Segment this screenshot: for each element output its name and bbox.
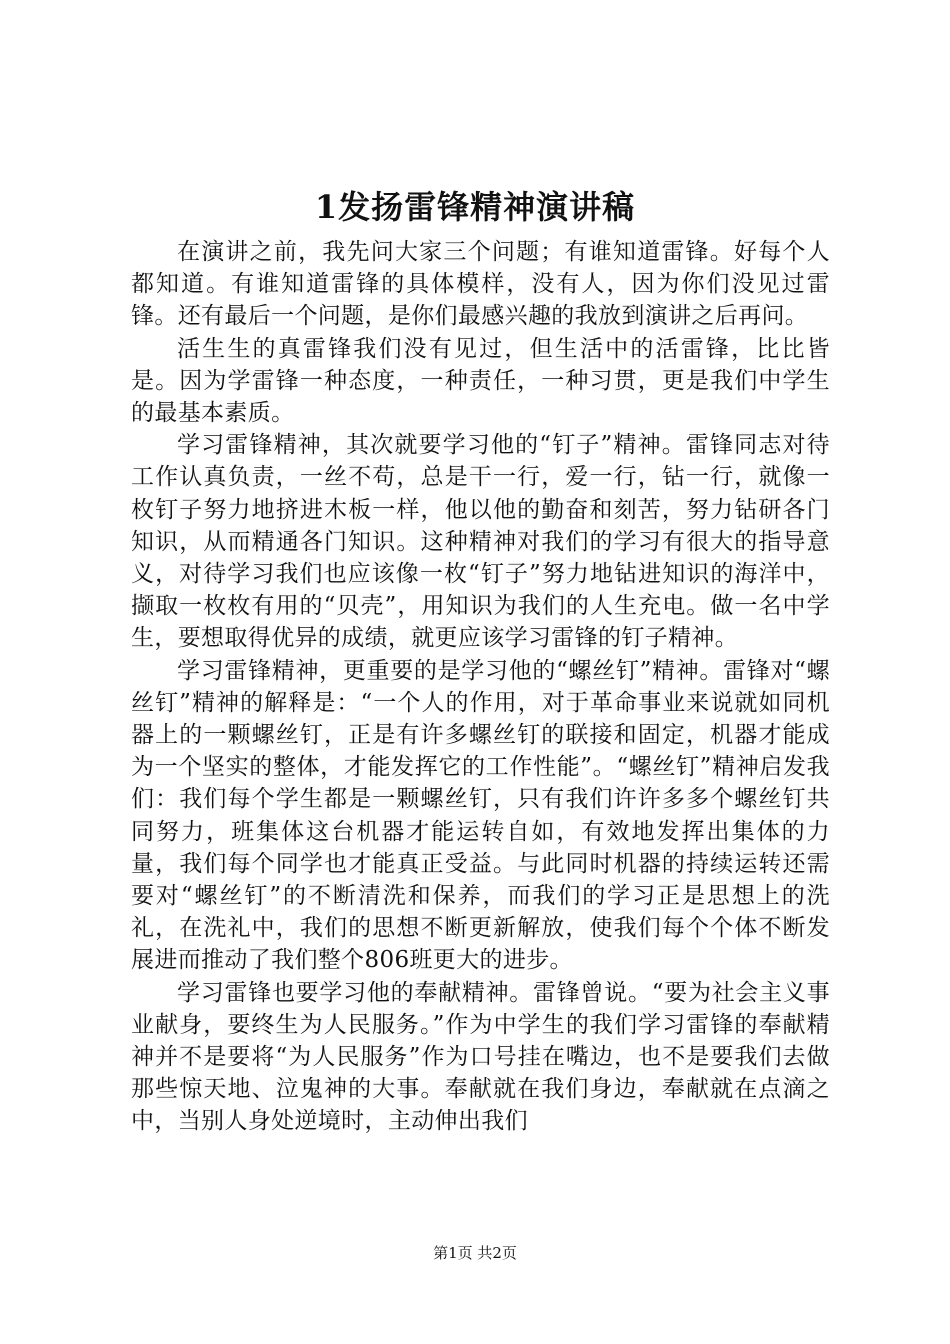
paragraph: 学习雷锋精神，其次就要学习他的“钉子”精神。雷锋同志对待工作认真负责，一丝不苟，总是干一行，爱一行，钻一行，就像一枚钉子努力地挤进木板一样，他以他的勤奋和刻苦，努力钻研各门知识，从而精通各门知识。这种精神对我们的学习有很大的指导意义，对待学习我们也应该像一枚“钉子”努力地钻进知识的海洋中，撷取一枚枚有用的“贝壳”，用知识为我们的人生充电。做一名中学生，要想取得优异的成绩，就更应该学习雷锋的钉子精神。 [131,432,830,652]
paragraph: 学习雷锋精神，更重要的是学习他的“螺丝钉”精神。雷锋对“螺丝钉”精神的解释是：“一个人的作用，对于革命事业来说就如同机器上的一颗螺丝钉，正是有许多螺丝钉的联接和固定，机器才能成为一个坚实的整体，才能发挥它的工作性能”。“螺丝钉”精神启发我们：我们每个学生都是一颗螺丝钉，只有我们许许多多个螺丝钉共同努力，班集体这台机器才能运转自如，有效地发挥出集体的力量，我们每个同学也才能真正受益。与此同时机器的持续运转还需要对“螺丝钉”的不断清洗和保养，而我们的学习正是思想上的洗礼，在洗礼中，我们的思想不断更新解放，使我们每个个体不断发展进而推动了我们整个806班更大的进步。 [131,657,830,974]
document-body [131,236,830,1138]
paragraph: 学习雷锋也要学习他的奉献精神。雷锋曾说。“要为社会主义事业献身，要终生为人民服务。”作为中学生的我们学习雷锋的奉献精神并不是要将“为人民服务”作为口号挂在嘴边，也不是要我们去做那些惊天地、泣鬼神的大事。奉献就在我们身边，奉献就在点滴之中，当别人身处逆境时，主动伸出我们 [131,979,830,1135]
document-title: 1发扬雷锋精神演讲稿 [314,188,636,226]
page-number-footer: 第1页 共2页 [433,1244,517,1262]
paragraph: 活生生的真雷锋我们没有见过，但生活中的活雷锋，比比皆是。因为学雷锋一种态度，一种责任，一种习贯，更是我们中学生的最基本素质。 [131,335,830,427]
paragraph: 在演讲之前，我先问大家三个问题；有谁知道雷锋。好每个人都知道。有谁知道雷锋的具体模样，没有人，因为你们没见过雷锋。还有最后一个问题，是你们最感兴趣的我放到演讲之后再问。 [131,239,830,330]
